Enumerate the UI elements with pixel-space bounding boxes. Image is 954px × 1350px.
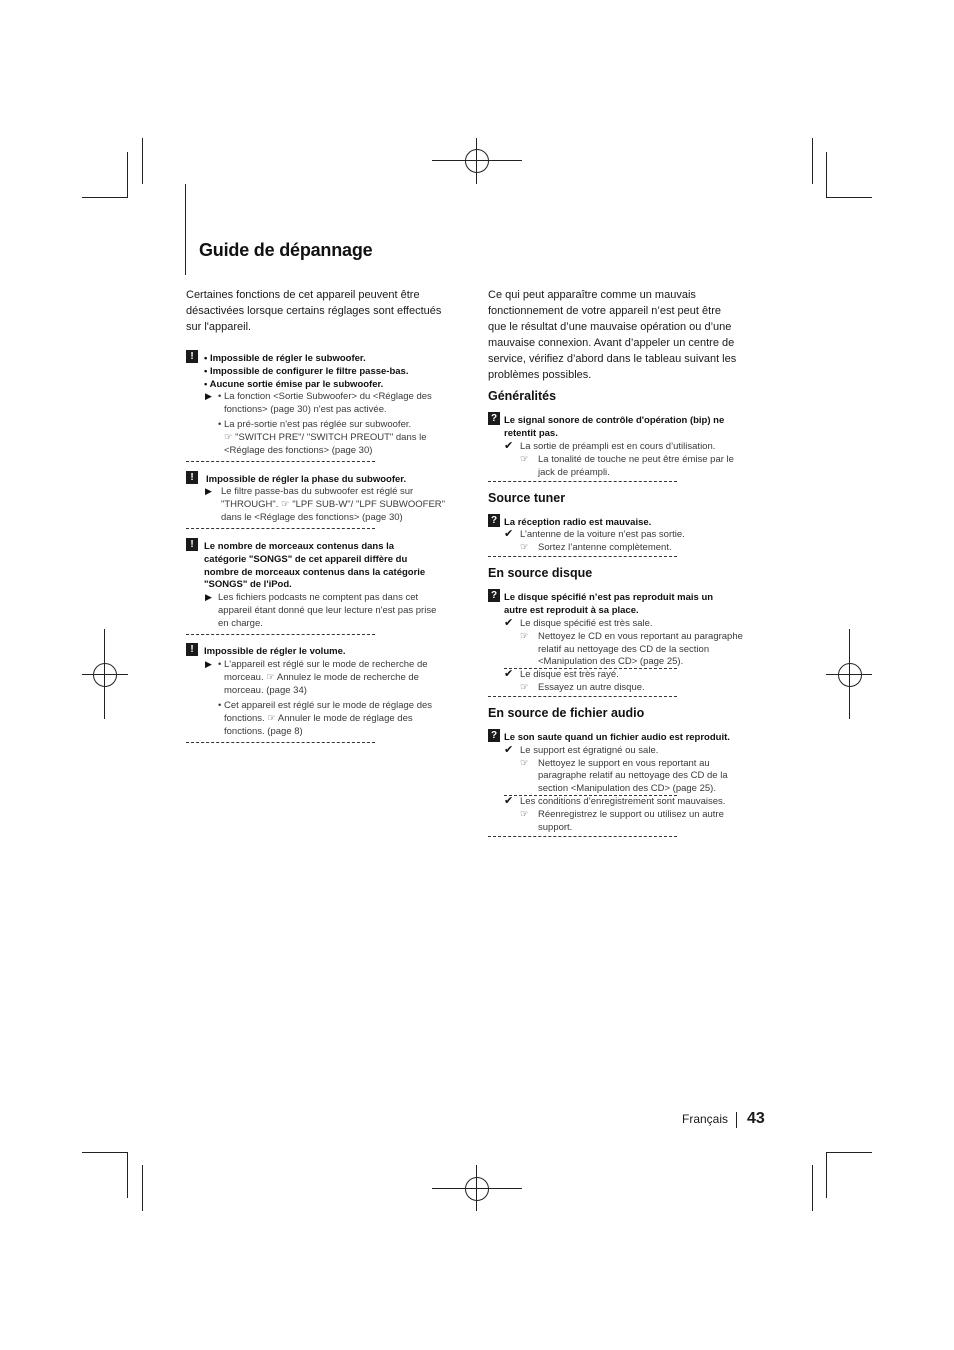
solution-text: "THROUGH". ☞ "LPF SUB-W"/ "LPF SUBWOOFER": [221, 499, 446, 510]
problem-heading: • Impossible de régler le subwoofer.: [204, 353, 366, 364]
remedy-text: section <Manipulation des CD> (page 25).: [538, 783, 716, 794]
problem-heading: "SONGS" de l'iPod.: [204, 579, 292, 590]
section-heading: En source disque: [488, 566, 593, 580]
question-icon: ?: [488, 514, 500, 527]
title-rule: [185, 184, 186, 275]
intro-line: Ce qui peut apparaître comme un mauvais: [488, 289, 696, 301]
remedy-icon: ☞: [520, 454, 529, 465]
solution-text: morceau. ☞ Annulez le mode de recherche de: [224, 672, 419, 683]
section-heading: Source tuner: [488, 491, 566, 505]
check-icon: ✔: [504, 744, 514, 756]
problem-heading: autre est reproduit à sa place.: [504, 605, 639, 616]
remedy-text: Sortez l’antenne complètement.: [538, 542, 672, 553]
section-heading: En source de fichier audio: [488, 706, 645, 720]
remedy-icon: ☞: [520, 631, 529, 642]
problem-heading: nombre de morceaux contenus dans la catégorie: [204, 567, 426, 578]
cause-text: La sortie de préampli est en cours d’utilisation.: [520, 441, 716, 452]
warning-icon: !: [186, 538, 198, 551]
problem-heading: catégorie "SONGS" de cet appareil diffère du: [204, 554, 408, 565]
intro-line: Certaines fonctions de cet appareil peuvent être: [186, 289, 420, 301]
divider: [488, 696, 677, 697]
check-icon: ✔: [504, 617, 514, 629]
divider: [488, 836, 677, 837]
remedy-icon: ☞: [520, 758, 529, 769]
divider: [186, 742, 375, 743]
page-number: 43: [747, 1110, 765, 1127]
question-icon: ?: [488, 412, 500, 425]
problem-heading: • Aucune sortie émise par le subwoofer.: [204, 379, 384, 390]
page-title: Guide de dépannage: [199, 240, 373, 260]
footer-language: Français: [682, 1112, 729, 1126]
solution-text: morceau. (page 34): [224, 685, 307, 696]
cause-text: Le support est égratigné ou sale.: [520, 745, 659, 756]
warning-icon: !: [186, 471, 198, 484]
intro-line: fonctionnement de votre appareil n’est peut être: [488, 305, 721, 317]
intro-line: mauvaise connexion. Avant d’appeler un centre de: [488, 337, 735, 349]
solution-text: fonctions. (page 8): [224, 726, 303, 737]
remedy-text: jack de préampli.: [538, 467, 610, 478]
divider: [186, 528, 375, 529]
problem-heading: Le disque spécifié n’est pas reproduit mais un: [504, 592, 714, 603]
problem-heading: Le nombre de morceaux contenus dans la: [204, 541, 395, 552]
divider: [488, 556, 677, 557]
solution-text: Le filtre passe-bas du subwoofer est réglé sur: [221, 486, 414, 497]
problem-heading: • Impossible de configurer le filtre passe-bas.: [204, 366, 409, 377]
solution-text: ☞ "SWITCH PRE"/ "SWITCH PREOUT" dans le: [224, 432, 427, 443]
remedy-text: Nettoyez le CD en vous reportant au paragraphe: [538, 631, 743, 642]
check-icon: ✔: [504, 668, 514, 680]
remedy-text: relatif au nettoyage des CD de la section: [538, 644, 710, 655]
intro-line: problèmes possibles.: [488, 369, 592, 381]
footer-separator: [736, 1112, 737, 1128]
right-intro: [488, 287, 773, 383]
left-intro: [186, 287, 471, 335]
solution-text: en charge.: [218, 618, 263, 629]
remedy-text: Réenregistrez le support ou utilisez un autre: [538, 809, 724, 820]
remedy-text: support.: [538, 822, 573, 833]
remedy-text: paragraphe relatif au nettoyage des CD de la: [538, 770, 728, 781]
solution-text: • Cet appareil est réglé sur le mode de réglage des: [218, 700, 433, 711]
remedy-icon: ☞: [520, 682, 529, 693]
warning-icon: !: [186, 350, 198, 363]
cause-text: Le disque est très rayé.: [520, 669, 619, 680]
divider: [186, 634, 375, 635]
cause-text: Le disque spécifié est très sale.: [520, 618, 653, 629]
remedy-text: Nettoyez le support en vous reportant au: [538, 758, 710, 769]
remedy-icon: ☞: [520, 809, 529, 820]
solution-text: dans le <Réglage des fonctions> (page 30): [221, 512, 403, 523]
intro-line: désactivées lorsque certains réglages sont effectués: [186, 305, 442, 317]
solution-text: Les fichiers podcasts ne comptent pas dans cet: [218, 592, 419, 603]
check-icon: ✔: [504, 795, 514, 807]
remedy-text: <Manipulation des CD> (page 25).: [538, 656, 684, 667]
solution-text: <Réglage des fonctions> (page 30): [224, 445, 373, 456]
question-icon: ?: [488, 589, 500, 602]
arrow-icon: ▶: [205, 486, 212, 496]
check-icon: ✔: [504, 528, 514, 540]
solution-text: fonctions. ☞ Annuler le mode de réglage des: [224, 713, 413, 724]
problem-heading: Impossible de régler le volume.: [204, 646, 346, 657]
solution-text: • La fonction <Sortie Subwoofer> du <Réglage des: [218, 391, 432, 402]
warning-icon: !: [186, 643, 198, 656]
arrow-icon: ▶: [205, 391, 212, 401]
problem-heading: La réception radio est mauvaise.: [504, 517, 652, 528]
remedy-text: La tonalité de touche ne peut être émise par le: [538, 454, 734, 465]
arrow-icon: ▶: [205, 592, 212, 602]
question-icon: ?: [488, 729, 500, 742]
arrow-icon: ▶: [205, 659, 212, 669]
remedy-text: Essayez un autre disque.: [538, 682, 645, 693]
problem-heading: Le signal sonore de contrôle d'opération (bip) ne: [504, 415, 725, 426]
solution-text: fonctions> (page 30) n'est pas activée.: [224, 404, 387, 415]
solution-text: • L'appareil est réglé sur le mode de recherche de: [218, 659, 428, 670]
solution-text: • La pré-sortie n'est pas réglée sur subwoofer.: [218, 419, 412, 430]
problem-heading: Impossible de régler la phase du subwoofer.: [206, 474, 407, 485]
intro-line: sur l'appareil.: [186, 321, 252, 333]
section-heading: Généralités: [488, 389, 557, 403]
solution-text: appareil étant donné que leur lecture n'est pas prise: [218, 605, 437, 616]
intro-line: service, vérifiez d’abord dans le tableau suivant les: [488, 353, 737, 365]
check-icon: ✔: [504, 440, 514, 452]
divider: [186, 461, 375, 462]
divider: [488, 481, 677, 482]
problem-heading: Le son saute quand un fichier audio est reproduit.: [504, 732, 730, 743]
cause-text: L’antenne de la voiture n’est pas sortie.: [520, 529, 685, 540]
remedy-icon: ☞: [520, 542, 529, 553]
cause-text: Les conditions d’enregistrement sont mauvaises.: [520, 796, 726, 807]
problem-heading: retentit pas.: [504, 428, 558, 439]
intro-line: que le résultat d’une mauvaise opération ou d’une: [488, 321, 732, 333]
